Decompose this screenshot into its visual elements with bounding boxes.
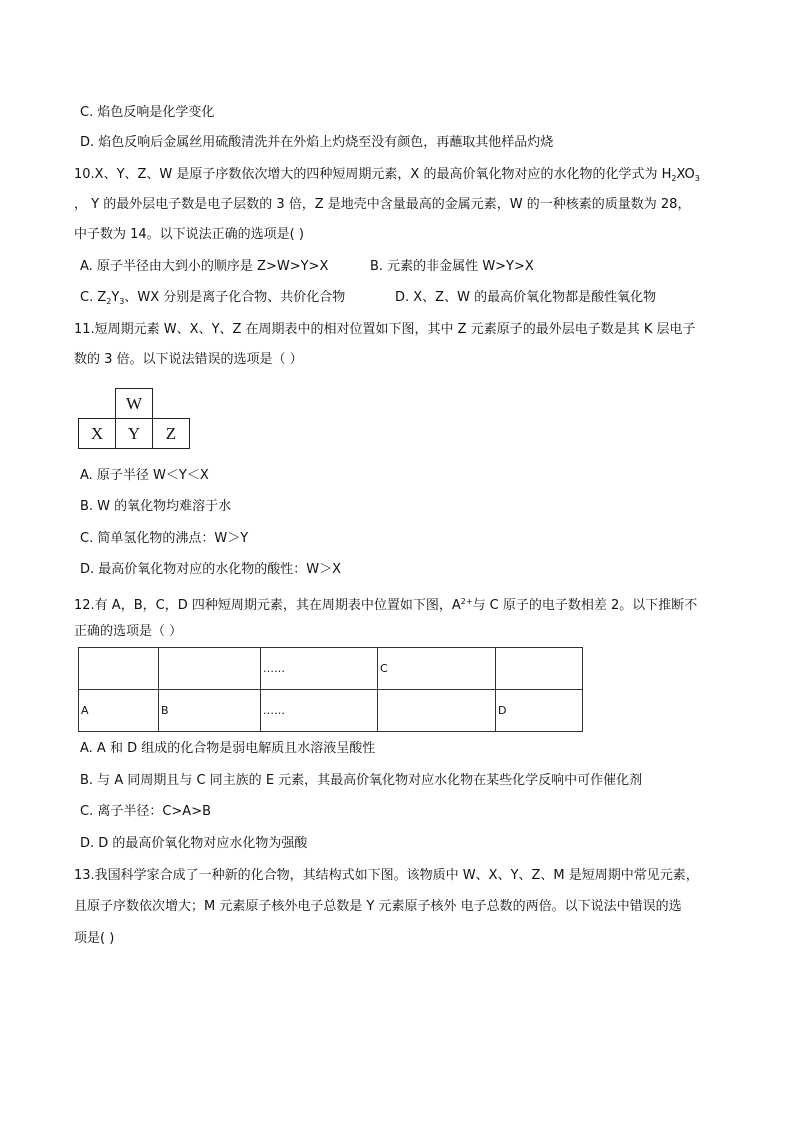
q10-option-c-sub1: 2 xyxy=(106,297,112,306)
q12-cell: D xyxy=(496,690,583,732)
q12-cell xyxy=(496,648,583,690)
q13-stem-line3: 项是( ) xyxy=(74,931,115,946)
q9-option-c: C. 焰色反响是化学变化 xyxy=(80,105,215,120)
q12-table-row xyxy=(79,690,583,732)
q12-option-b: B. 与 A 同周期且与 C 同主族的 E 元素，其最高价氧化物对应水化物在某些化学反响中可作催化剂 xyxy=(80,773,643,788)
q11-option-a: A. 原子半径 W＜Y＜X xyxy=(80,468,209,483)
q10-option-a: A. 原子半径由大到小的顺序是 Z>W>Y>X xyxy=(80,259,329,274)
q10-option-d: D. X、Z、W 的最高价氧化物都是酸性氧化物 xyxy=(395,290,657,305)
q10-option-c-text-c: 、WX 分别是离子化合物、共价化合物 xyxy=(124,290,346,305)
q12-periodic-table xyxy=(78,647,583,732)
q12-table-row xyxy=(79,648,583,690)
q13-stem-line1: 13.我国科学家合成了一种新的化合物，其结构式如下图。该物质中 W、X、Y、Z、M 是短周期中常见元素， xyxy=(74,868,699,883)
q12-cell: C xyxy=(378,648,496,690)
q12-stem-text-a: 12.有 A，B，C，D 四种短周期元素，其在周期表中位置如下图，A xyxy=(74,598,461,613)
q10-option-c-sub2: 3 xyxy=(119,297,125,306)
q11-cell-y: Y xyxy=(115,418,153,449)
q10-stem-text-a: 10.X、Y、Z、W 是原子序数依次增大的四种短周期元素，X 的最高价氧化物对应的水化物的化学式为 H xyxy=(74,167,672,182)
q12-stem-line2: 正确的选项是（ ） xyxy=(74,624,183,639)
q11-stem-line1: 11.短周期元素 W、X、Y、Z 在周期表中的相对位置如下图，其中 Z 元素原子的最外层电子数是其 K 层电子 xyxy=(74,322,696,337)
q10-stem-text-b: XO xyxy=(676,167,695,182)
q10-stem-line2: ， Y 的最外层电子数是电子层数的 3 倍，Z 是地壳中含量最高的金属元素，W 的一种核素的质量数为 28， xyxy=(74,197,691,212)
q9-option-d: D. 焰色反响后金属丝用硫酸清洗并在外焰上灼烧至没有颜色，再蘸取其他样品灼烧 xyxy=(80,135,554,150)
q12-stem-line1 xyxy=(74,593,697,615)
q10-subscript-2: 2 xyxy=(671,174,677,183)
q12-cell xyxy=(159,648,261,690)
q13-stem-line2: 且原子序数依次增大；M 元素原子核外电子总数是 Y 元素原子核外 电子总数的两倍。以下说法中错误的选 xyxy=(74,899,682,914)
q10-stem-line3: 中子数为 14。以下说法正确的选项是( ) xyxy=(74,227,304,242)
q10-option-c-text-a: C. Z xyxy=(80,290,107,305)
q12-cell: …… xyxy=(261,690,378,732)
q12-superscript: 2+ xyxy=(460,597,473,606)
q11-option-d: D. 最高价氧化物对应的水化物的酸性：W＞X xyxy=(80,562,342,577)
q11-option-c: C. 简单氢化物的沸点：W＞Y xyxy=(80,531,249,546)
q12-option-d: D. D 的最高价氧化物对应水化物为强酸 xyxy=(80,836,308,851)
q12-cell xyxy=(378,690,496,732)
q12-stem-text-b: 与 C 原子的电子数相差 2。以下推断不 xyxy=(472,598,698,613)
q10-option-c xyxy=(80,289,345,311)
q11-option-b: B. W 的氧化物均难溶于水 xyxy=(80,499,232,514)
q12-cell: A xyxy=(79,690,159,732)
q10-subscript-3: 3 xyxy=(694,174,700,183)
q11-cell-z: Z xyxy=(152,418,190,449)
q11-cell-w: W xyxy=(115,388,153,419)
q11-cell-x: X xyxy=(78,418,116,449)
q10-option-b: B. 元素的非金属性 W>Y>X xyxy=(370,259,534,274)
q12-cell xyxy=(79,648,159,690)
q12-cell: B xyxy=(159,690,261,732)
q12-option-c: C. 离子半径：C>A>B xyxy=(80,804,212,819)
q10-stem-line1 xyxy=(74,166,700,188)
q12-cell: …… xyxy=(261,648,378,690)
q10-option-c-text-b: Y xyxy=(111,290,120,305)
q11-stem-line2: 数的 3 倍。以下说法错误的选项是（ ） xyxy=(74,352,303,367)
q12-option-a: A. A 和 D 组成的化合物是弱电解质且水溶液呈酸性 xyxy=(80,741,376,756)
